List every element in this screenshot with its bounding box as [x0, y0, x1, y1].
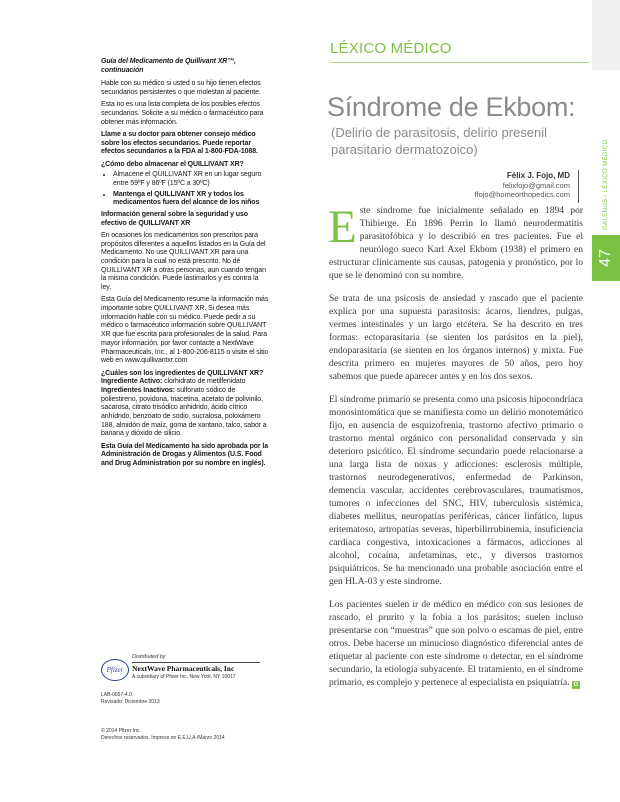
revised-date: Revisado: Diciembre 2013 — [101, 698, 160, 705]
guide-report-paragraph: Llame a su doctor para obtener consejo médico sobre los efectos secundarios. Puede reportar efectos secundarios a la FDA al 1-800-FDA-1088. — [101, 130, 258, 156]
guide-paragraph: En ocasiones los medicamentos son prescritos para propósitos diferentes a aquellos listados en la Guía del Medicamento. No use QUILLIVANT XR para una condición para la cual no está prescrito. No dé QUILLIVANT XR a otras personas, aun cuando tengan la misma condición. Puede lastimarlos y es contra la ley. — [101, 231, 266, 292]
active-ingredient — [101, 378, 269, 387]
section-rule — [330, 62, 589, 63]
article-subtitle: (Delirio de parasitosis, delirio presenil parasitario dermatozoico) — [331, 125, 548, 157]
general-info-heading: Información general sobre la seguridad y uso efectivo de QUILLIVANT XR — [101, 211, 248, 227]
running-header-text: GALENUS / LÉXICO MÉDICO — [603, 139, 609, 230]
divider — [132, 662, 260, 663]
author-email[interactable]: ffojo@homeorthopedics.com — [474, 190, 570, 199]
end-mark-icon: G — [573, 682, 579, 688]
inactive-ingredients — [101, 387, 269, 439]
guide-paragraph: Esta no es una lista completa de los posibles efectos secundarios. Solicite a su médico o farmacéutico para obtener más información. — [101, 101, 264, 126]
page-number-text: 47 — [596, 249, 614, 267]
subsidiary-note: A subsidiary of Pfizer Inc, New York, NY 10017 — [132, 674, 236, 680]
inactive-label: Ingredientes Inactivos: — [101, 386, 175, 394]
company-name: NextWave Pharmaceuticals, Inc — [132, 664, 235, 673]
article-paragraph — [329, 599, 583, 690]
author-divider — [578, 170, 579, 203]
inactive-value: sulfonato sódico de poliestireno, povidona, triacetina, acetato de polivinilo, sacarosa, citrato trisódico anhidrido, ácido cítrico anhídrido, benzoato de sodio, sucralosa, poloxámero 188, almidón de maíz, goma de xantano, talco, sabor a banana y dióxido de silicio. — [101, 386, 267, 438]
drop-cap: E — [328, 201, 357, 253]
paragraph-text: ste síndrome fue inicialmente señalado en 1894 por Thibierge. En 1896 Perrin lo llamó neurodermatitis parasitofóbica y lo describió en tres pacientes. Fue el neurólogo sueco Karl Axel Ekbom (1938) el primero en estructurar clínicamente sus causas, patogenia y pronóstico, por lo que se le denominó con su nombre. — [329, 206, 583, 281]
guide-paragraph: Esta Guía del Medicamento resume la información más importante sobre QUILLIVANT XR. Si desea más información hable con su médico. Puede pedir a su médico o farmacéutico información sobre QUILLIVANT XR que fue escrita para profesionales de la salud. Para mayor información, por favor contacte a NextWave Pharmaceuticals, Inc., al 1-800-206-8115 o visite el sitio web en www.quillivantxr.com — [101, 296, 269, 365]
copyright: © 2014 Pfizer Inc. — [101, 728, 141, 734]
pfizer-logo: Pfizer — [101, 659, 129, 681]
author-email[interactable]: felixfojo@gmail.com — [502, 180, 570, 190]
active-value: clorhidrato de metilfenidato — [164, 378, 246, 386]
copyright-block — [101, 728, 225, 741]
ingredients-heading: ¿Cuáles son los ingredientes de QUILLIVANT XR? — [101, 369, 264, 377]
storage-heading: ¿Cómo debo almacenar el QUILLIVANT XR? — [101, 160, 244, 168]
medication-guide-text — [101, 58, 269, 472]
storage-item: • Almacene el QUILLIVANT XR en un lugar seguro entre 59ºF y 86ºF (15ºC a 30ºC) — [113, 171, 269, 188]
page-number — [592, 235, 620, 281]
paragraph-text: Los pacientes suelen ir de médico en médico con sus lesiones de rascado, el prurito y la fobia a los parásitos; suelen incluso presentarse con “muestras” que son polvo o escamas de piel, entre otros. Debe hacerse un minucioso diagnóstico diferencial antes de etiquetar al paciente con este síndrome o detectar, en el síndrome secundario, la etiología subyacente. El tratamiento, en el síndrome primario, es complejo y pertenece al especialista en psiquiatría. — [329, 600, 583, 688]
guide-paragraph: Hable con su médico si usted o su hijo tienen efectos secundarios persistentes o que molestan al paciente. — [101, 80, 261, 97]
lab-code-block — [101, 692, 160, 705]
article-paragraph: Se trata de una psicosis de ansiedad y rascado que el paciente explica por una supuesta parasitosis: ácaros, liendres, pulgas, vermes intestinales y un largo etcétera. Se ha descrito en tres formas: ectoparasitaria (se sienten los parásitos en la piel), endoparasitaria (se sienten en los órganos internos) y mixta. Fue descrita primero en mujeres mayores de 50 años, pero hoy sabemos que puede aparecer antes y en los dos sexos. — [329, 294, 583, 382]
running-header — [599, 139, 613, 232]
article-paragraph — [328, 201, 583, 283]
edge-band — [592, 0, 620, 70]
active-label: Ingrediente Activo: — [101, 378, 163, 386]
lab-code: LAB-0657-4.0 — [101, 692, 132, 698]
storage-item: • Mantenga el QUILLIVANT XR y todos los medicamentos fuera del alcance de los niños — [113, 191, 269, 208]
author-block — [475, 171, 570, 200]
guide-header: Guía del Medicamento de Quillivant XR™, continuación — [101, 58, 236, 74]
distributed-by-label: Distributed by — [132, 654, 166, 660]
author-name: Félix J. Fojo, MD — [506, 171, 570, 180]
article-title: Síndrome de Ekbom: — [327, 92, 576, 122]
medication-guide-column — [0, 0, 302, 802]
rights-note: Derechos reservados. Impreso en E.E.U.A./Marzo 2014 — [101, 734, 225, 741]
storage-list — [101, 171, 269, 208]
article-body — [328, 201, 583, 700]
article-paragraph: El síndrome primario se presenta como una psicosis hipocondríaca monosintomática que se manifiesta como un delirio monotemático fijo, en ausencia de esquizofrenia, trastorno afectivo primario o trastorno mental orgánico con personalidad conservada y sin deterioro psicótico. El síndrome secundario puede relacionarse a una larga lista de noxas y adicciones: esclerosis múltiple, trastornos neurodegenerativos, enfermedad de Parkinson, demencia vascular, accidentes cerebrovasculares, traumatismos, tumores o infecciones del SNC, HIV, tuberculosis sistémica, diabetes mellitus, neuropatías periféricas, cáncer linfático, lupus eritematoso, artropatías severas, hiperbilirrubinemia, insuficiencia cardiaca congestiva, intoxicaciones a fármacos, adicciones al alcohol, cocaína, anfetaminas, etc., y diversos trastornos psiquiátricos. Se ha mencionado una probable asociación entre el gen HLA-03 y este síndrome. — [329, 395, 583, 587]
section-label: LÉXICO MÉDICO — [330, 40, 452, 57]
distributor-block — [101, 654, 276, 689]
approval-statement: Esta Guía del Medicamento ha sido aprobada por la Administración de Drogas y Alimentos (U.S. Food and Drug Administration por su nombre en inglés). — [101, 442, 269, 468]
